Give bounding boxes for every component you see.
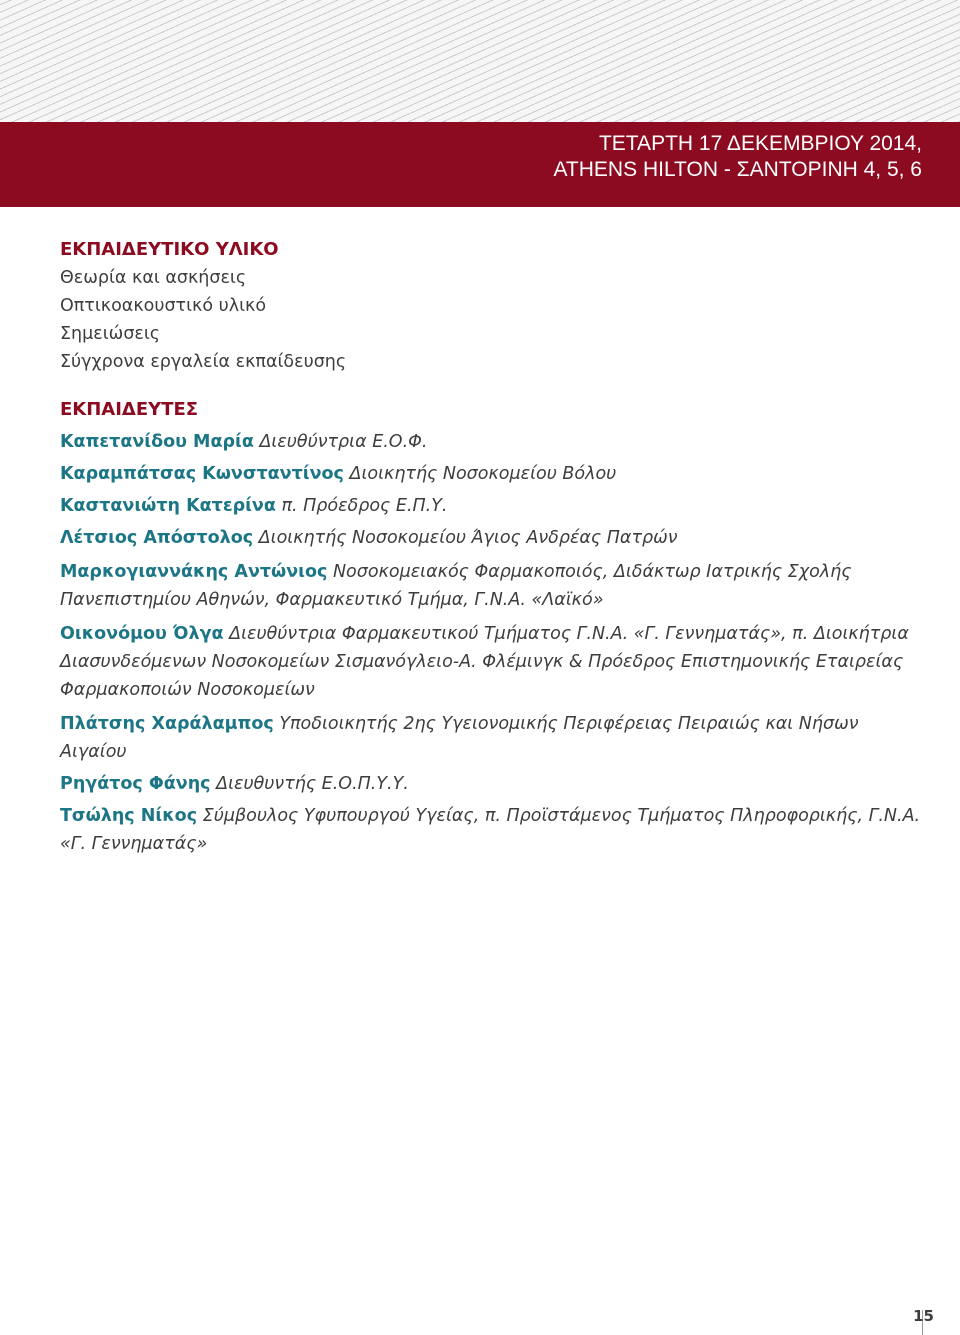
trainers-title: ΕΚΠΑΙΔΕΥΤΕΣ — [60, 399, 199, 420]
trainer-entry — [60, 428, 930, 456]
trainer-name: Ρηγάτος Φάνης — [60, 774, 211, 794]
trainer-entry — [60, 620, 930, 704]
trainer-entry — [60, 710, 930, 766]
trainer-entry — [60, 492, 930, 520]
trainer-name: Καραμπάτσας Κωνσταντίνος — [60, 464, 344, 484]
trainer-role: Νοσοκομειακός Φαρμακοποιός, Διδάκτωρ Ιατρικής Σχολής Πανεπιστημίου Αθηνών, Φαρμακευτικό Τμήμα, Γ.Ν.Α. «Λαϊκό» — [60, 562, 852, 610]
trainer-role: Υποδιοικητής 2ης Υγειονομικής Περιφέρειας Πειραιώς και Νήσων Αιγαίου — [60, 714, 859, 762]
trainer-name: Λέτσιος Απόστολος — [60, 528, 254, 548]
trainer-name: Μαρκογιαννάκης Αντώνιος — [60, 562, 328, 582]
trainer-role: Διοικητής Νοσοκομείου Άγιος Ανδρέας Πατρών — [258, 528, 678, 548]
trainer-name: Καπετανίδου Μαρία — [60, 432, 254, 452]
trainer-role: π. Πρόεδρος Ε.Π.Υ. — [281, 496, 448, 516]
trainer-entry — [60, 802, 930, 858]
trainer-role: Διευθυντής Ε.Ο.Π.Υ.Υ. — [216, 774, 409, 794]
materials-title: ΕΚΠΑΙΔΕΥΤΙΚΟ ΥΛΙΚΟ — [60, 239, 279, 260]
trainer-name: Τσώλης Νίκος — [60, 806, 198, 826]
materials-item: Θεωρία και ασκήσεις — [60, 268, 247, 288]
event-banner — [0, 122, 960, 207]
trainer-name: Πλάτσης Χαράλαμπος — [60, 714, 274, 734]
trainer-role: Διευθύντρια Ε.Ο.Φ. — [259, 432, 428, 452]
trainer-role: Σύμβουλος Υφυπουργού Υγείας, π. Προϊστάμενος Τμήματος Πληροφορικής, Γ.Ν.Α. «Γ. Γεννηματάς» — [60, 806, 921, 854]
trainer-entry — [60, 524, 930, 552]
materials-item: Οπτικοακουστικό υλικό — [60, 296, 267, 316]
materials-item: Σημειώσεις — [60, 324, 161, 344]
page-number: 15 — [913, 1307, 934, 1325]
trainer-name: Καστανιώτη Κατερίνα — [60, 496, 276, 516]
trainer-role: Διοικητής Νοσοκομείου Βόλου — [349, 464, 617, 484]
header-pattern — [0, 0, 960, 122]
event-date: ΤΕΤΑΡΤΗ 17 ΔΕΚΕΜΒΡΙΟΥ 2014, — [598, 132, 922, 155]
trainer-role: Διευθύντρια Φαρμακευτικού Τμήματος Γ.Ν.Α. «Γ. Γεννηματάς», π. Διοικήτρια Διασυνδεόμενων Νοσοκομείων Σισμανόγλειο-Α. Φλέμινγκ & Πρόεδρος Επιστημονικής Εταιρείας Φαρμακοποιών Νοσοκομείων — [60, 624, 909, 700]
trainer-name: Οικονόμου Όλγα — [60, 624, 224, 644]
trainer-entry — [60, 558, 930, 614]
trainer-entry — [60, 460, 930, 488]
event-venue: ATHENS HILTON - ΣΑΝΤΟΡΙΝΗ 4, 5, 6 — [553, 158, 922, 181]
trainer-entry — [60, 770, 930, 798]
materials-item: Σύγχρονα εργαλεία εκπαίδευσης — [60, 352, 347, 372]
page-content — [60, 236, 930, 862]
